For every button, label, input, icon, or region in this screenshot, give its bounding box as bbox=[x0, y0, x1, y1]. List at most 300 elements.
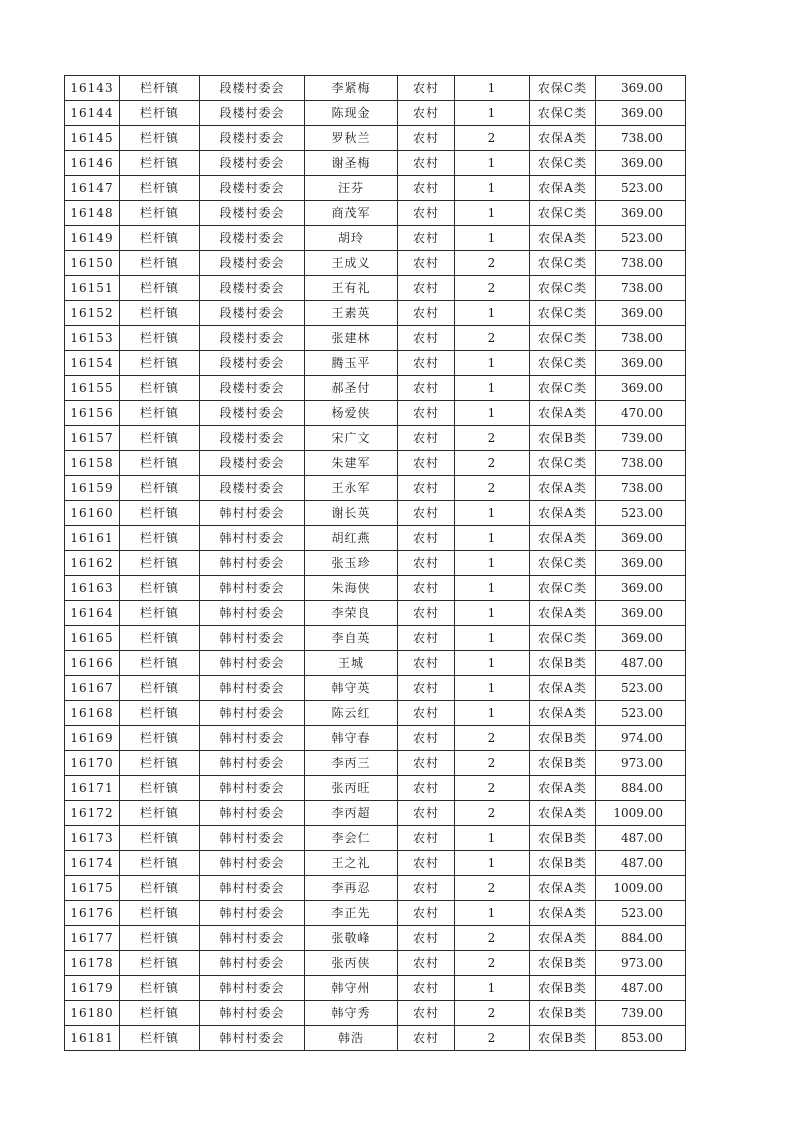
table-row bbox=[65, 76, 686, 101]
cell-amount: 369.00 bbox=[596, 201, 686, 226]
cell-amount: 739.00 bbox=[596, 426, 686, 451]
cell-village: 段楼村委会 bbox=[200, 101, 305, 126]
cell-amount: 369.00 bbox=[596, 576, 686, 601]
cell-id: 16163 bbox=[65, 576, 120, 601]
cell-insurance-category: 农保B类 bbox=[530, 1026, 596, 1051]
cell-amount: 1009.00 bbox=[596, 876, 686, 901]
cell-person-count: 2 bbox=[455, 876, 530, 901]
cell-amount: 523.00 bbox=[596, 701, 686, 726]
cell-name: 王之礼 bbox=[305, 851, 398, 876]
cell-insurance-category: 农保A类 bbox=[530, 476, 596, 501]
cell-id: 16155 bbox=[65, 376, 120, 401]
cell-id: 16151 bbox=[65, 276, 120, 301]
cell-person-count: 2 bbox=[455, 326, 530, 351]
cell-insurance-category: 农保B类 bbox=[530, 1001, 596, 1026]
cell-insurance-category: 农保B类 bbox=[530, 426, 596, 451]
cell-village: 韩村村委会 bbox=[200, 526, 305, 551]
cell-name: 王素英 bbox=[305, 301, 398, 326]
cell-village: 韩村村委会 bbox=[200, 726, 305, 751]
cell-name: 杨爱侠 bbox=[305, 401, 398, 426]
cell-person-count: 1 bbox=[455, 351, 530, 376]
cell-village: 段楼村委会 bbox=[200, 401, 305, 426]
cell-town: 栏杆镇 bbox=[120, 501, 200, 526]
cell-residence-type: 农村 bbox=[398, 76, 455, 101]
cell-person-count: 2 bbox=[455, 951, 530, 976]
cell-town: 栏杆镇 bbox=[120, 851, 200, 876]
cell-person-count: 1 bbox=[455, 526, 530, 551]
cell-insurance-category: 农保A类 bbox=[530, 226, 596, 251]
cell-id: 16166 bbox=[65, 651, 120, 676]
cell-town: 栏杆镇 bbox=[120, 101, 200, 126]
cell-town: 栏杆镇 bbox=[120, 701, 200, 726]
cell-town: 栏杆镇 bbox=[120, 326, 200, 351]
cell-town: 栏杆镇 bbox=[120, 151, 200, 176]
cell-village: 韩村村委会 bbox=[200, 901, 305, 926]
cell-amount: 884.00 bbox=[596, 776, 686, 801]
cell-insurance-category: 农保A类 bbox=[530, 126, 596, 151]
table-row bbox=[65, 901, 686, 926]
cell-person-count: 2 bbox=[455, 476, 530, 501]
table-row bbox=[65, 726, 686, 751]
cell-name: 罗秋兰 bbox=[305, 126, 398, 151]
cell-id: 16148 bbox=[65, 201, 120, 226]
cell-village: 韩村村委会 bbox=[200, 651, 305, 676]
cell-insurance-category: 农保C类 bbox=[530, 151, 596, 176]
cell-person-count: 1 bbox=[455, 826, 530, 851]
cell-village: 段楼村委会 bbox=[200, 226, 305, 251]
cell-name: 张丙侠 bbox=[305, 951, 398, 976]
cell-person-count: 2 bbox=[455, 751, 530, 776]
cell-amount: 369.00 bbox=[596, 626, 686, 651]
cell-town: 栏杆镇 bbox=[120, 951, 200, 976]
cell-town: 栏杆镇 bbox=[120, 676, 200, 701]
cell-residence-type: 农村 bbox=[398, 1001, 455, 1026]
cell-name: 陈云红 bbox=[305, 701, 398, 726]
cell-person-count: 2 bbox=[455, 451, 530, 476]
cell-person-count: 1 bbox=[455, 701, 530, 726]
cell-amount: 884.00 bbox=[596, 926, 686, 951]
cell-insurance-category: 农保C类 bbox=[530, 451, 596, 476]
cell-village: 韩村村委会 bbox=[200, 1026, 305, 1051]
cell-village: 段楼村委会 bbox=[200, 76, 305, 101]
cell-village: 韩村村委会 bbox=[200, 626, 305, 651]
cell-village: 段楼村委会 bbox=[200, 276, 305, 301]
insurance-payment-table bbox=[64, 75, 686, 1051]
cell-id: 16159 bbox=[65, 476, 120, 501]
cell-village: 韩村村委会 bbox=[200, 826, 305, 851]
cell-id: 16164 bbox=[65, 601, 120, 626]
cell-insurance-category: 农保C类 bbox=[530, 351, 596, 376]
cell-residence-type: 农村 bbox=[398, 676, 455, 701]
cell-id: 16165 bbox=[65, 626, 120, 651]
cell-person-count: 1 bbox=[455, 626, 530, 651]
cell-id: 16171 bbox=[65, 776, 120, 801]
table-row bbox=[65, 301, 686, 326]
cell-town: 栏杆镇 bbox=[120, 301, 200, 326]
cell-person-count: 2 bbox=[455, 776, 530, 801]
cell-insurance-category: 农保A类 bbox=[530, 526, 596, 551]
table-row bbox=[65, 951, 686, 976]
cell-amount: 853.00 bbox=[596, 1026, 686, 1051]
cell-id: 16180 bbox=[65, 1001, 120, 1026]
table-row bbox=[65, 626, 686, 651]
cell-village: 段楼村委会 bbox=[200, 201, 305, 226]
cell-insurance-category: 农保A类 bbox=[530, 926, 596, 951]
cell-name: 谢圣梅 bbox=[305, 151, 398, 176]
cell-id: 16170 bbox=[65, 751, 120, 776]
table-row bbox=[65, 151, 686, 176]
cell-id: 16179 bbox=[65, 976, 120, 1001]
cell-residence-type: 农村 bbox=[398, 826, 455, 851]
table-row bbox=[65, 826, 686, 851]
cell-town: 栏杆镇 bbox=[120, 351, 200, 376]
cell-amount: 369.00 bbox=[596, 76, 686, 101]
cell-town: 栏杆镇 bbox=[120, 126, 200, 151]
table-row bbox=[65, 251, 686, 276]
cell-amount: 738.00 bbox=[596, 276, 686, 301]
cell-name: 王有礼 bbox=[305, 276, 398, 301]
cell-amount: 487.00 bbox=[596, 826, 686, 851]
cell-insurance-category: 农保A类 bbox=[530, 501, 596, 526]
cell-town: 栏杆镇 bbox=[120, 551, 200, 576]
cell-id: 16145 bbox=[65, 126, 120, 151]
cell-amount: 369.00 bbox=[596, 526, 686, 551]
cell-village: 韩村村委会 bbox=[200, 601, 305, 626]
cell-insurance-category: 农保C类 bbox=[530, 626, 596, 651]
cell-residence-type: 农村 bbox=[398, 126, 455, 151]
cell-residence-type: 农村 bbox=[398, 601, 455, 626]
cell-town: 栏杆镇 bbox=[120, 576, 200, 601]
cell-amount: 973.00 bbox=[596, 951, 686, 976]
cell-id: 16181 bbox=[65, 1026, 120, 1051]
cell-amount: 523.00 bbox=[596, 226, 686, 251]
cell-village: 段楼村委会 bbox=[200, 151, 305, 176]
cell-town: 栏杆镇 bbox=[120, 976, 200, 1001]
cell-id: 16146 bbox=[65, 151, 120, 176]
cell-amount: 369.00 bbox=[596, 376, 686, 401]
cell-village: 韩村村委会 bbox=[200, 976, 305, 1001]
cell-id: 16160 bbox=[65, 501, 120, 526]
cell-amount: 523.00 bbox=[596, 501, 686, 526]
cell-person-count: 2 bbox=[455, 426, 530, 451]
cell-residence-type: 农村 bbox=[398, 301, 455, 326]
cell-insurance-category: 农保B类 bbox=[530, 976, 596, 1001]
cell-person-count: 1 bbox=[455, 201, 530, 226]
cell-amount: 973.00 bbox=[596, 751, 686, 776]
cell-id: 16144 bbox=[65, 101, 120, 126]
cell-name: 李荣良 bbox=[305, 601, 398, 626]
cell-id: 16154 bbox=[65, 351, 120, 376]
cell-name: 汪芬 bbox=[305, 176, 398, 201]
cell-amount: 738.00 bbox=[596, 476, 686, 501]
cell-residence-type: 农村 bbox=[398, 801, 455, 826]
cell-person-count: 2 bbox=[455, 1026, 530, 1051]
cell-insurance-category: 农保C类 bbox=[530, 551, 596, 576]
cell-village: 段楼村委会 bbox=[200, 376, 305, 401]
cell-insurance-category: 农保C类 bbox=[530, 276, 596, 301]
cell-town: 栏杆镇 bbox=[120, 726, 200, 751]
cell-id: 16178 bbox=[65, 951, 120, 976]
table-row bbox=[65, 776, 686, 801]
cell-residence-type: 农村 bbox=[398, 626, 455, 651]
table-row bbox=[65, 201, 686, 226]
cell-village: 韩村村委会 bbox=[200, 501, 305, 526]
cell-residence-type: 农村 bbox=[398, 526, 455, 551]
cell-residence-type: 农村 bbox=[398, 201, 455, 226]
table-row bbox=[65, 401, 686, 426]
cell-village: 段楼村委会 bbox=[200, 451, 305, 476]
cell-id: 16168 bbox=[65, 701, 120, 726]
cell-amount: 369.00 bbox=[596, 351, 686, 376]
cell-person-count: 1 bbox=[455, 551, 530, 576]
table-row bbox=[65, 751, 686, 776]
cell-amount: 523.00 bbox=[596, 901, 686, 926]
cell-village: 韩村村委会 bbox=[200, 926, 305, 951]
table-row bbox=[65, 926, 686, 951]
cell-village: 韩村村委会 bbox=[200, 801, 305, 826]
cell-insurance-category: 农保A类 bbox=[530, 901, 596, 926]
cell-town: 栏杆镇 bbox=[120, 601, 200, 626]
cell-town: 栏杆镇 bbox=[120, 1001, 200, 1026]
cell-town: 栏杆镇 bbox=[120, 426, 200, 451]
cell-village: 韩村村委会 bbox=[200, 751, 305, 776]
cell-village: 段楼村委会 bbox=[200, 176, 305, 201]
cell-residence-type: 农村 bbox=[398, 851, 455, 876]
table-row bbox=[65, 476, 686, 501]
cell-id: 16158 bbox=[65, 451, 120, 476]
cell-residence-type: 农村 bbox=[398, 176, 455, 201]
cell-id: 16143 bbox=[65, 76, 120, 101]
cell-name: 李正先 bbox=[305, 901, 398, 926]
table-row bbox=[65, 126, 686, 151]
cell-village: 段楼村委会 bbox=[200, 301, 305, 326]
cell-amount: 523.00 bbox=[596, 176, 686, 201]
cell-person-count: 2 bbox=[455, 726, 530, 751]
cell-person-count: 2 bbox=[455, 126, 530, 151]
cell-residence-type: 农村 bbox=[398, 1026, 455, 1051]
table-row bbox=[65, 451, 686, 476]
cell-amount: 487.00 bbox=[596, 976, 686, 1001]
cell-insurance-category: 农保A类 bbox=[530, 401, 596, 426]
cell-name: 李丙超 bbox=[305, 801, 398, 826]
cell-insurance-category: 农保B类 bbox=[530, 751, 596, 776]
cell-insurance-category: 农保B类 bbox=[530, 951, 596, 976]
cell-id: 16157 bbox=[65, 426, 120, 451]
cell-amount: 487.00 bbox=[596, 651, 686, 676]
cell-name: 谢长英 bbox=[305, 501, 398, 526]
table-row bbox=[65, 576, 686, 601]
cell-name: 韩守春 bbox=[305, 726, 398, 751]
cell-amount: 738.00 bbox=[596, 251, 686, 276]
cell-id: 16177 bbox=[65, 926, 120, 951]
cell-residence-type: 农村 bbox=[398, 576, 455, 601]
cell-person-count: 1 bbox=[455, 651, 530, 676]
cell-person-count: 1 bbox=[455, 576, 530, 601]
cell-insurance-category: 农保C类 bbox=[530, 101, 596, 126]
cell-name: 李丙三 bbox=[305, 751, 398, 776]
table-row bbox=[65, 651, 686, 676]
cell-amount: 470.00 bbox=[596, 401, 686, 426]
cell-village: 韩村村委会 bbox=[200, 701, 305, 726]
cell-insurance-category: 农保A类 bbox=[530, 801, 596, 826]
cell-name: 陈现金 bbox=[305, 101, 398, 126]
cell-village: 韩村村委会 bbox=[200, 851, 305, 876]
cell-person-count: 1 bbox=[455, 101, 530, 126]
cell-village: 段楼村委会 bbox=[200, 476, 305, 501]
cell-name: 李会仁 bbox=[305, 826, 398, 851]
cell-residence-type: 农村 bbox=[398, 751, 455, 776]
table-row bbox=[65, 851, 686, 876]
table-row bbox=[65, 276, 686, 301]
cell-village: 韩村村委会 bbox=[200, 576, 305, 601]
cell-id: 16149 bbox=[65, 226, 120, 251]
cell-id: 16152 bbox=[65, 301, 120, 326]
cell-name: 郝圣付 bbox=[305, 376, 398, 401]
cell-village: 段楼村委会 bbox=[200, 251, 305, 276]
cell-insurance-category: 农保C类 bbox=[530, 76, 596, 101]
cell-village: 韩村村委会 bbox=[200, 1001, 305, 1026]
cell-person-count: 1 bbox=[455, 226, 530, 251]
cell-insurance-category: 农保C类 bbox=[530, 201, 596, 226]
cell-town: 栏杆镇 bbox=[120, 376, 200, 401]
cell-town: 栏杆镇 bbox=[120, 926, 200, 951]
cell-town: 栏杆镇 bbox=[120, 526, 200, 551]
cell-residence-type: 农村 bbox=[398, 976, 455, 1001]
cell-residence-type: 农村 bbox=[398, 276, 455, 301]
cell-town: 栏杆镇 bbox=[120, 76, 200, 101]
table-row bbox=[65, 101, 686, 126]
table-row bbox=[65, 976, 686, 1001]
cell-person-count: 1 bbox=[455, 376, 530, 401]
cell-town: 栏杆镇 bbox=[120, 826, 200, 851]
cell-insurance-category: 农保A类 bbox=[530, 876, 596, 901]
cell-town: 栏杆镇 bbox=[120, 1026, 200, 1051]
cell-insurance-category: 农保B类 bbox=[530, 726, 596, 751]
cell-insurance-category: 农保A类 bbox=[530, 601, 596, 626]
cell-name: 张敬峰 bbox=[305, 926, 398, 951]
cell-village: 韩村村委会 bbox=[200, 551, 305, 576]
cell-person-count: 1 bbox=[455, 151, 530, 176]
cell-person-count: 1 bbox=[455, 601, 530, 626]
cell-name: 韩守秀 bbox=[305, 1001, 398, 1026]
cell-residence-type: 农村 bbox=[398, 701, 455, 726]
cell-id: 16175 bbox=[65, 876, 120, 901]
cell-name: 张建林 bbox=[305, 326, 398, 351]
cell-insurance-category: 农保A类 bbox=[530, 776, 596, 801]
cell-town: 栏杆镇 bbox=[120, 776, 200, 801]
cell-village: 韩村村委会 bbox=[200, 951, 305, 976]
cell-name: 李自英 bbox=[305, 626, 398, 651]
cell-insurance-category: 农保B类 bbox=[530, 826, 596, 851]
cell-name: 腾玉平 bbox=[305, 351, 398, 376]
cell-person-count: 1 bbox=[455, 976, 530, 1001]
cell-residence-type: 农村 bbox=[398, 501, 455, 526]
cell-town: 栏杆镇 bbox=[120, 201, 200, 226]
cell-person-count: 1 bbox=[455, 901, 530, 926]
cell-name: 王永军 bbox=[305, 476, 398, 501]
cell-amount: 369.00 bbox=[596, 101, 686, 126]
cell-amount: 523.00 bbox=[596, 676, 686, 701]
cell-residence-type: 农村 bbox=[398, 151, 455, 176]
cell-residence-type: 农村 bbox=[398, 476, 455, 501]
table-row bbox=[65, 551, 686, 576]
table-row bbox=[65, 601, 686, 626]
table-row bbox=[65, 376, 686, 401]
cell-name: 李再忍 bbox=[305, 876, 398, 901]
cell-insurance-category: 农保A类 bbox=[530, 701, 596, 726]
cell-amount: 738.00 bbox=[596, 326, 686, 351]
cell-residence-type: 农村 bbox=[398, 951, 455, 976]
cell-town: 栏杆镇 bbox=[120, 626, 200, 651]
table-row bbox=[65, 1026, 686, 1051]
cell-id: 16174 bbox=[65, 851, 120, 876]
cell-person-count: 2 bbox=[455, 251, 530, 276]
cell-residence-type: 农村 bbox=[398, 726, 455, 751]
cell-id: 16153 bbox=[65, 326, 120, 351]
cell-amount: 974.00 bbox=[596, 726, 686, 751]
cell-residence-type: 农村 bbox=[398, 376, 455, 401]
cell-residence-type: 农村 bbox=[398, 901, 455, 926]
cell-name: 张玉珍 bbox=[305, 551, 398, 576]
cell-village: 段楼村委会 bbox=[200, 351, 305, 376]
table-row bbox=[65, 351, 686, 376]
cell-id: 16156 bbox=[65, 401, 120, 426]
cell-person-count: 2 bbox=[455, 926, 530, 951]
cell-residence-type: 农村 bbox=[398, 326, 455, 351]
cell-amount: 738.00 bbox=[596, 451, 686, 476]
cell-id: 16150 bbox=[65, 251, 120, 276]
cell-name: 王成义 bbox=[305, 251, 398, 276]
cell-insurance-category: 农保B类 bbox=[530, 851, 596, 876]
cell-residence-type: 农村 bbox=[398, 101, 455, 126]
cell-insurance-category: 农保C类 bbox=[530, 376, 596, 401]
cell-residence-type: 农村 bbox=[398, 926, 455, 951]
table-row bbox=[65, 226, 686, 251]
cell-town: 栏杆镇 bbox=[120, 451, 200, 476]
cell-name: 胡玲 bbox=[305, 226, 398, 251]
table-row bbox=[65, 801, 686, 826]
cell-town: 栏杆镇 bbox=[120, 226, 200, 251]
cell-insurance-category: 农保C类 bbox=[530, 251, 596, 276]
table-row bbox=[65, 526, 686, 551]
cell-town: 栏杆镇 bbox=[120, 476, 200, 501]
cell-insurance-category: 农保C类 bbox=[530, 326, 596, 351]
cell-town: 栏杆镇 bbox=[120, 751, 200, 776]
table-row bbox=[65, 426, 686, 451]
cell-id: 16173 bbox=[65, 826, 120, 851]
cell-insurance-category: 农保C类 bbox=[530, 301, 596, 326]
table-row bbox=[65, 701, 686, 726]
cell-amount: 369.00 bbox=[596, 301, 686, 326]
cell-town: 栏杆镇 bbox=[120, 176, 200, 201]
cell-village: 韩村村委会 bbox=[200, 876, 305, 901]
cell-person-count: 1 bbox=[455, 176, 530, 201]
cell-amount: 369.00 bbox=[596, 151, 686, 176]
cell-person-count: 1 bbox=[455, 851, 530, 876]
cell-village: 韩村村委会 bbox=[200, 776, 305, 801]
cell-insurance-category: 农保A类 bbox=[530, 676, 596, 701]
cell-residence-type: 农村 bbox=[398, 426, 455, 451]
cell-amount: 739.00 bbox=[596, 1001, 686, 1026]
table-row bbox=[65, 876, 686, 901]
cell-person-count: 1 bbox=[455, 401, 530, 426]
cell-town: 栏杆镇 bbox=[120, 876, 200, 901]
cell-town: 栏杆镇 bbox=[120, 651, 200, 676]
cell-amount: 369.00 bbox=[596, 601, 686, 626]
cell-id: 16161 bbox=[65, 526, 120, 551]
cell-insurance-category: 农保A类 bbox=[530, 176, 596, 201]
cell-name: 宋广文 bbox=[305, 426, 398, 451]
